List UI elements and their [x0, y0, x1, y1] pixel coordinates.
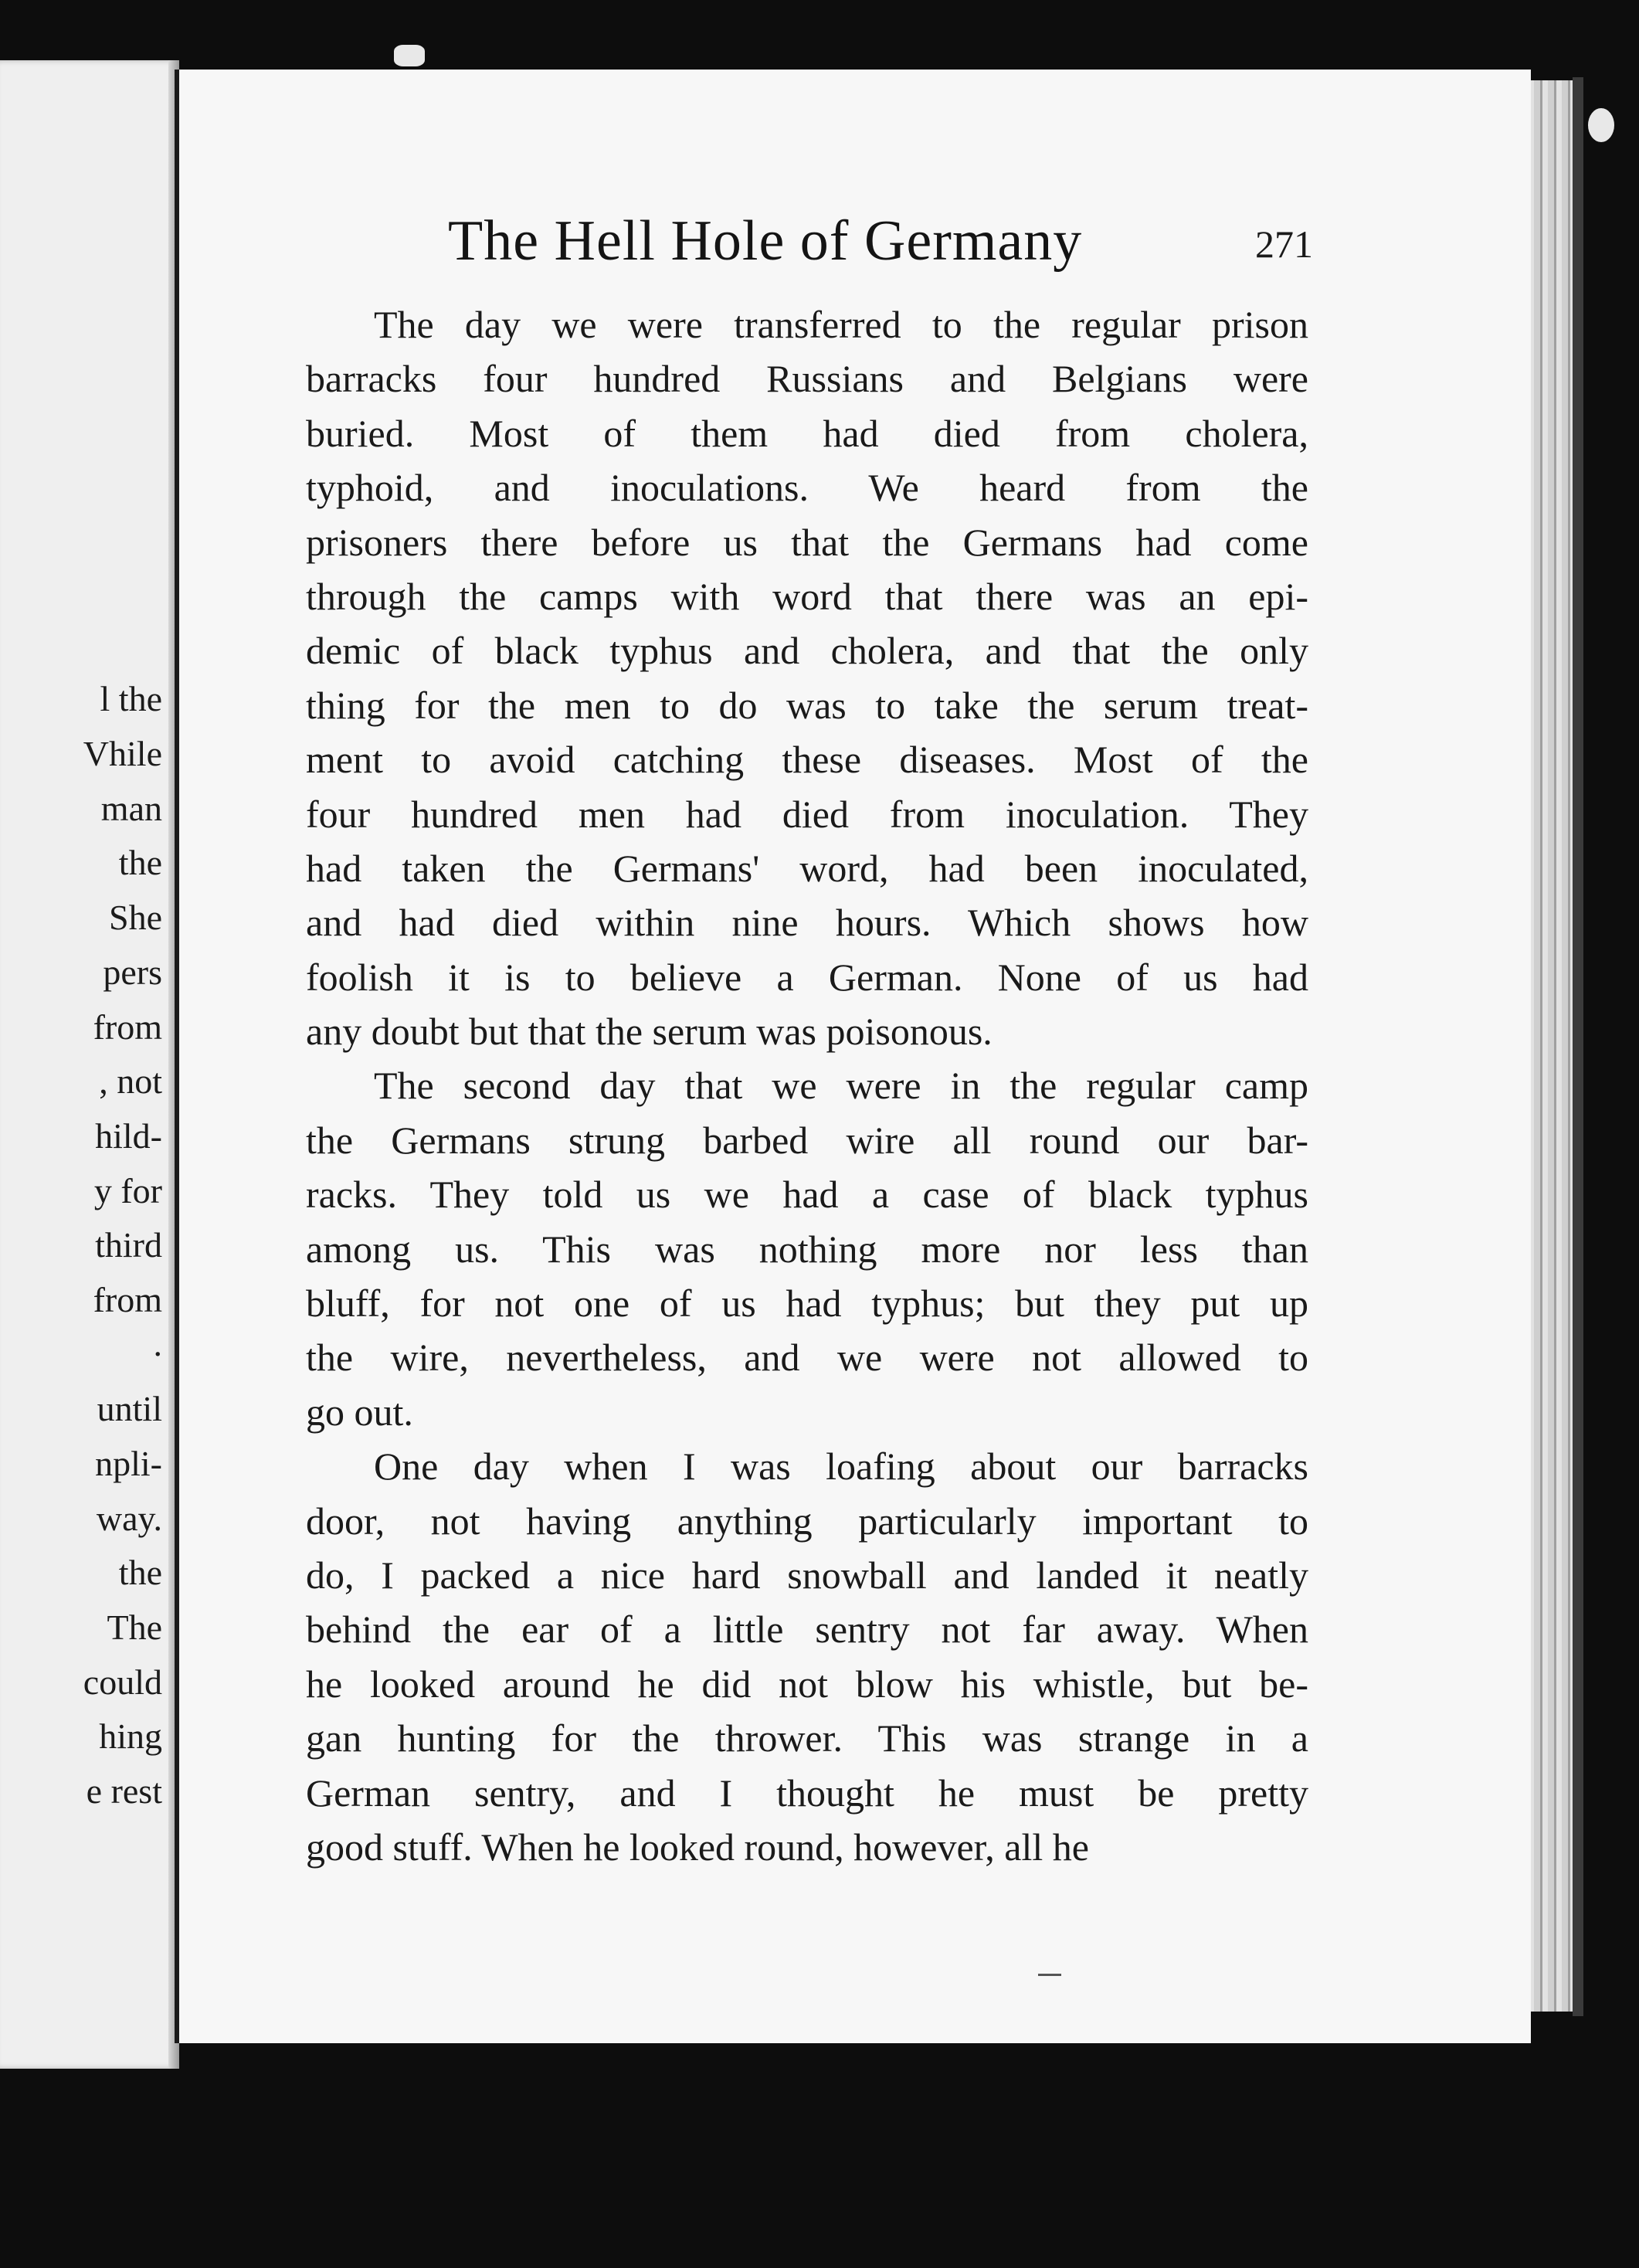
running-head — [269, 202, 1313, 280]
text-line: racks. They told us we had a case of black typhus — [306, 1173, 1308, 1217]
left-page-fragment: She — [109, 898, 162, 937]
text-line: do, I packed a nice hard snowball and landed it neatly — [306, 1553, 1308, 1597]
left-page-fragment: way. — [96, 1499, 162, 1538]
text-line: bluff, for not one of us had typhus; but they put up — [306, 1282, 1308, 1326]
left-page-fragment: until — [97, 1389, 162, 1428]
paragraph — [306, 1058, 1308, 1439]
text-line: among us. This was nothing more nor less than — [306, 1227, 1308, 1271]
left-page-fragment: from — [93, 1007, 162, 1047]
left-page-fragment: e rest — [86, 1771, 162, 1811]
text-line: the Germans strung barbed wire all round our bar- — [306, 1118, 1308, 1162]
left-page-fragment: . — [153, 1324, 162, 1363]
scan-speck — [1588, 108, 1614, 142]
text-line: four hundred men had died from inoculation. They — [306, 792, 1308, 836]
left-page-fragment: third — [95, 1225, 162, 1265]
left-page-fragment: pers — [103, 952, 162, 992]
left-page-fragment: man — [100, 789, 162, 828]
text-line: had taken the Germans' word, had been inoculated, — [306, 846, 1308, 890]
text-line: and had died within nine hours. Which shows how — [306, 901, 1308, 945]
left-page-fragment: npli- — [95, 1444, 162, 1483]
text-line: through the camps with word that there was an epi- — [306, 574, 1308, 618]
text-line: barracks four hundred Russians and Belgians were — [306, 357, 1308, 401]
text-line: ment to avoid catching these diseases. Most of the — [306, 738, 1308, 782]
text-line: One day when I was loafing about our barracks — [374, 1445, 1308, 1489]
left-page-fragment: the — [118, 1553, 162, 1592]
text-line: the wire, nevertheless, and we were not allowed to — [306, 1336, 1308, 1380]
left-page-fragment: from — [93, 1280, 162, 1319]
left-page-fragment: The — [107, 1608, 162, 1647]
footer-mark — [1038, 1974, 1061, 1976]
left-facing-page — [0, 60, 179, 2069]
text-line: he looked around he did not blow his whistle, but be- — [306, 1662, 1308, 1706]
text-line: good stuff. When he looked round, however, all he — [306, 1825, 1089, 1869]
text-line: German sentry, and I thought he must be pretty — [306, 1771, 1308, 1815]
text-line: typhoid, and inoculations. We heard from the — [306, 466, 1308, 510]
paragraph — [306, 297, 1308, 1058]
left-page-fragment: , not — [99, 1061, 162, 1101]
left-page-fragment: hing — [99, 1716, 162, 1756]
text-line: thing for the men to do was to take the serum treat- — [306, 683, 1308, 727]
left-page-fragment: l the — [100, 679, 162, 718]
text-line: go out. — [306, 1390, 413, 1434]
running-head-title: The Hell Hole of Germany — [448, 209, 1083, 273]
scan-speck — [394, 45, 425, 66]
text-line: gan hunting for the thrower. This was strange in a — [306, 1716, 1308, 1760]
page-number: 271 — [1255, 222, 1313, 266]
page-edges-shadow — [1573, 77, 1583, 2016]
left-page-fragment: y for — [93, 1171, 162, 1210]
text-line: The second day that we were in the regular camp — [374, 1064, 1308, 1108]
left-page-fragment: the — [118, 843, 162, 882]
text-line: demic of black typhus and cholera, and that the only — [306, 629, 1308, 673]
text-line: behind the ear of a little sentry not far away. When — [306, 1608, 1308, 1652]
text-line: prisoners there before us that the Germans had come — [306, 520, 1308, 564]
text-line: buried. Most of them had died from cholera, — [306, 411, 1308, 455]
text-line: The day we were transferred to the regular prison — [374, 303, 1308, 346]
body-text — [306, 297, 1308, 1874]
paragraph — [306, 1439, 1308, 1874]
text-line: foolish it is to believe a German. None of us had — [306, 955, 1308, 999]
text-line: any doubt but that the serum was poisonous. — [306, 1010, 993, 1054]
left-page-fragment: could — [83, 1662, 162, 1702]
left-page-fragment: hild- — [95, 1116, 162, 1156]
left-page-fragment: Vhile — [83, 734, 162, 773]
text-line: door, not having anything particularly important to — [306, 1499, 1308, 1543]
